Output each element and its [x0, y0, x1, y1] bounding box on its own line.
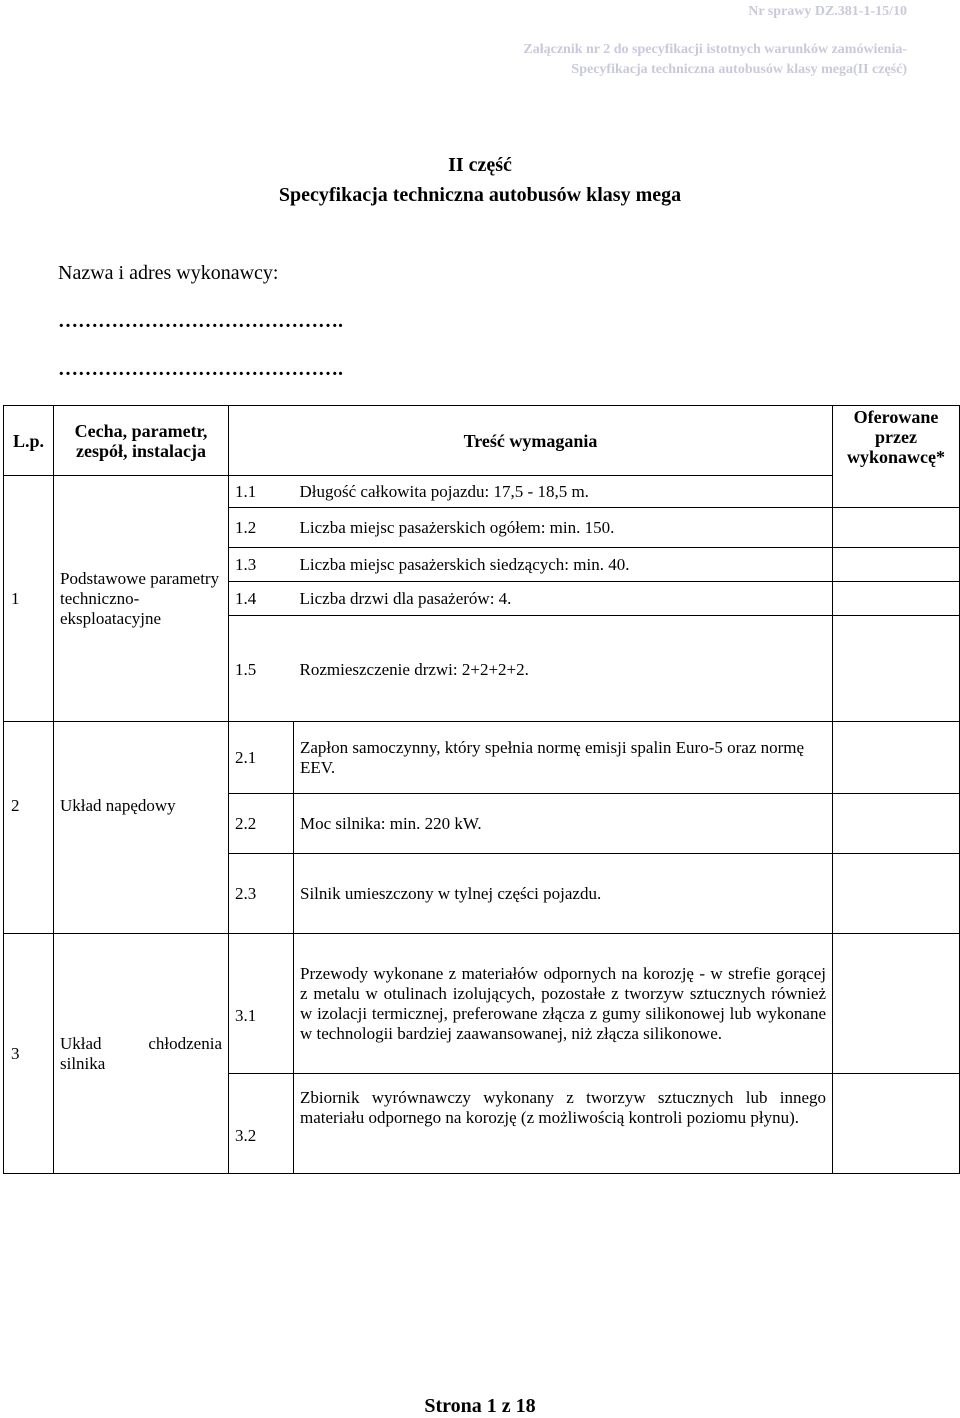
- offered-cell[interactable]: [833, 722, 960, 794]
- case-number: Nr sprawy DZ.381-1-15/10: [748, 4, 907, 19]
- offered-cell[interactable]: [833, 854, 960, 934]
- table-header-row: [4, 406, 960, 476]
- page-number: Strona 1 z 18: [424, 1395, 536, 1417]
- part-title: II część: [448, 154, 512, 176]
- table-row: [4, 934, 960, 1074]
- specification-table: [3, 405, 960, 1174]
- item-text: Liczba drzwi dla pasażerów: 4.: [294, 582, 833, 616]
- header-offered: Oferowane przez wykonawcę*: [833, 406, 960, 508]
- item-id: 2.3: [229, 854, 294, 934]
- item-id: 1.4: [229, 582, 294, 616]
- item-text: Liczba miejsc pasażerskich siedzących: min. 40.: [294, 548, 833, 582]
- section-number: 3: [4, 934, 54, 1174]
- section-name: Układ napędowy: [54, 722, 229, 934]
- offered-cell[interactable]: [833, 1074, 960, 1174]
- item-id: 1.5: [229, 616, 294, 722]
- item-text: Rozmieszczenie drzwi: 2+2+2+2.: [294, 616, 833, 722]
- item-text: Przewody wykonane z materiałów odpornych na korozję - w strefie gorącej z metalu w otulinach izolujących, pozostałe z tworzyw sztucznych również w izolacji termicznej, preferowane złącza z gumy silikonowej lub wykonane w technologii bardziej zaawansowanej, niż złącza silikonowe.: [294, 934, 833, 1074]
- offered-cell[interactable]: [833, 582, 960, 616]
- section-name: Podstawowe parametry techniczno-eksploatacyjne: [54, 476, 229, 722]
- header-requirement: Treść wymagania: [229, 406, 833, 476]
- item-id: 1.3: [229, 548, 294, 582]
- contractor-label: Nazwa i adres wykonawcy:: [58, 262, 279, 284]
- item-text: Silnik umieszczony w tylnej części pojazdu.: [294, 854, 833, 934]
- item-text: Zbiornik wyrównawczy wykonany z tworzyw sztucznych lub innego materiału odpornego na korozję (z możliwością kontroli poziomu płynu).: [294, 1074, 833, 1174]
- item-id: 3.2: [229, 1074, 294, 1174]
- table-row: [4, 476, 960, 508]
- document-title: Specyfikacja techniczna autobusów klasy mega: [278, 184, 682, 206]
- contractor-line-1: …………………………………….: [58, 310, 343, 332]
- offered-cell[interactable]: [833, 616, 960, 722]
- section-number: 1: [4, 476, 54, 722]
- item-text: Zapłon samoczynny, który spełnia normę emisji spalin Euro-5 oraz normę EEV.: [294, 722, 833, 794]
- contractor-line-2: …………………………………….: [58, 358, 343, 380]
- section-name: Układ chłodzenia silnika: [54, 934, 229, 1174]
- offered-cell[interactable]: [833, 934, 960, 1074]
- header-lp: L.p.: [4, 406, 54, 476]
- item-id: 2.1: [229, 722, 294, 794]
- attachment-note: [523, 40, 907, 80]
- item-text: Liczba miejsc pasażerskich ogółem: min. 150.: [294, 508, 833, 548]
- item-id: 2.2: [229, 794, 294, 854]
- item-text: Moc silnika: min. 220 kW.: [294, 794, 833, 854]
- offered-cell[interactable]: [833, 794, 960, 854]
- section-number: 2: [4, 722, 54, 934]
- offered-cell[interactable]: [833, 508, 960, 548]
- item-text: Długość całkowita pojazdu: 17,5 - 18,5 m.: [294, 476, 833, 508]
- offered-cell[interactable]: [833, 548, 960, 582]
- header-feature: Cecha, parametr, zespół, instalacja: [54, 406, 229, 476]
- item-id: 3.1: [229, 934, 294, 1074]
- table-row: [4, 722, 960, 794]
- item-id: 1.1: [229, 476, 294, 508]
- attachment-line-2: Specyfikacja techniczna autobusów klasy mega(II część): [571, 62, 907, 77]
- item-id: 1.2: [229, 508, 294, 548]
- attachment-line-1: Załącznik nr 2 do specyfikacji istotnych warunków zamówienia-: [523, 42, 907, 57]
